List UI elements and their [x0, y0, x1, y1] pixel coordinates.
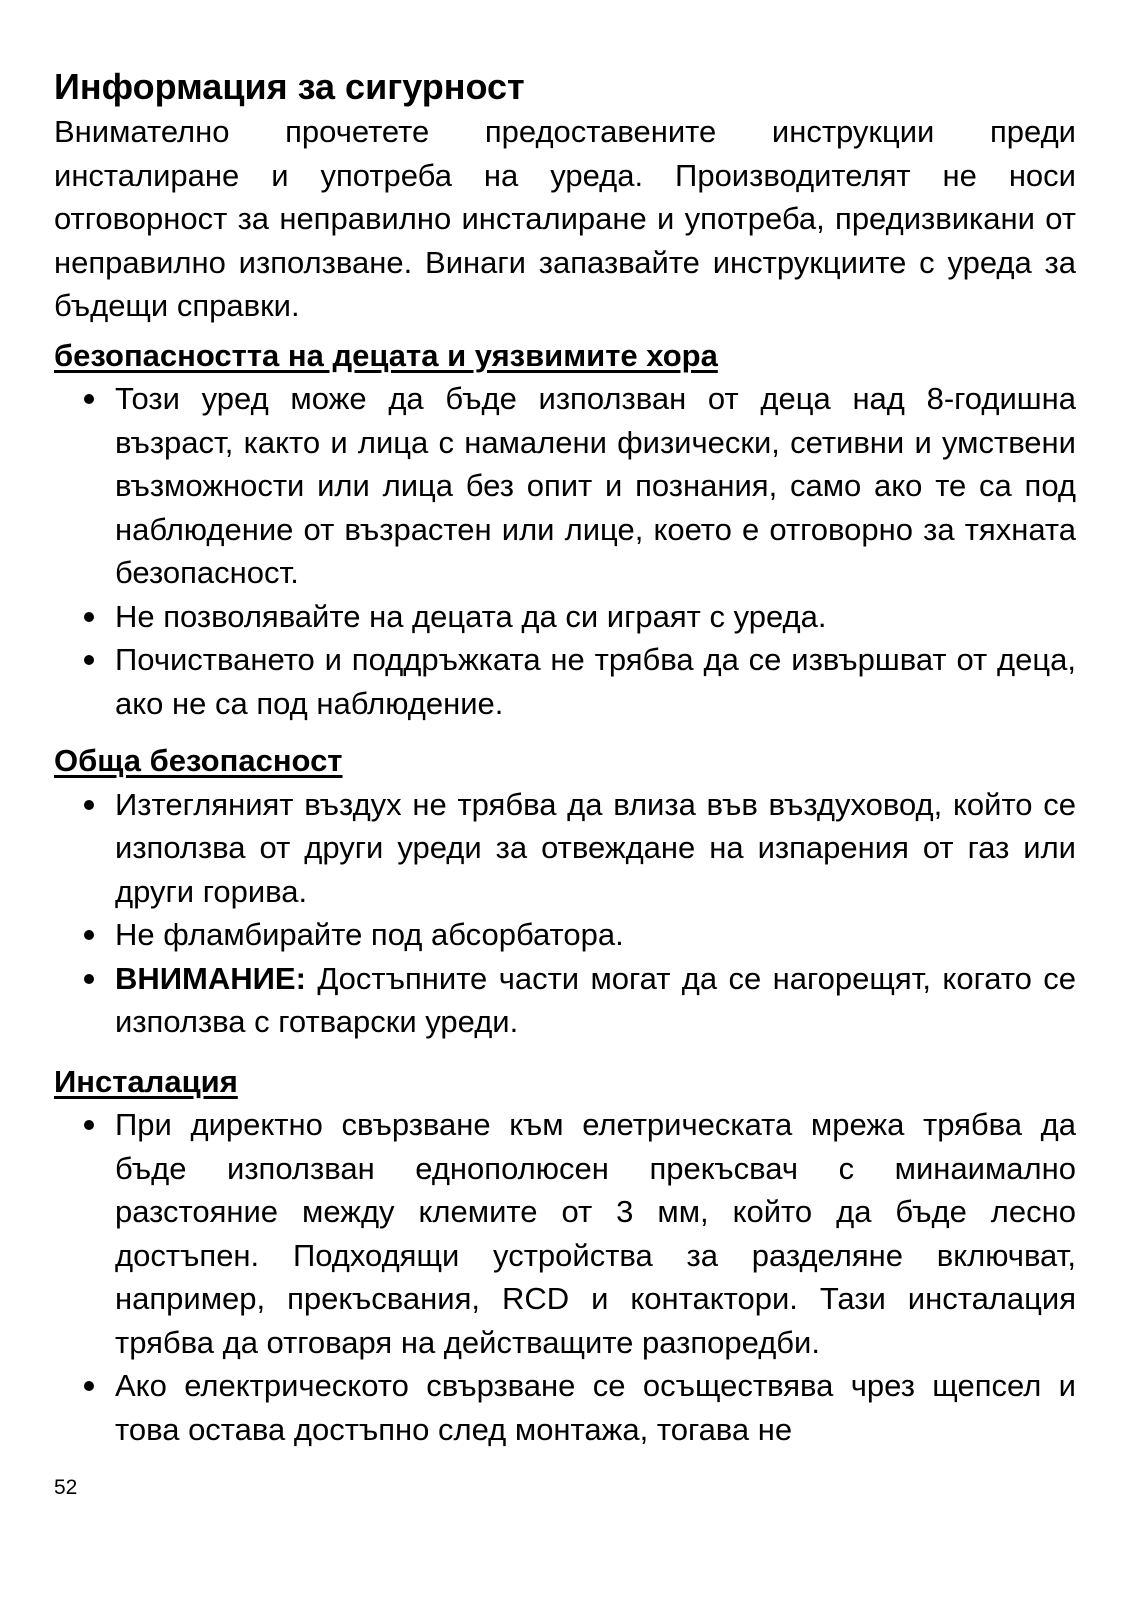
- section-heading-child-safety: безопасността на децата и уязвимите хора: [54, 337, 718, 373]
- bullet-icon: [84, 1120, 94, 1130]
- bullet-icon: [84, 974, 94, 984]
- bullet-icon: [84, 394, 94, 404]
- list-item-text: Ако електрическото свързване се осъществява чрез щепсел и това остава достъпно след монтажа, тогава не: [115, 1368, 1076, 1447]
- list-item: [54, 913, 1076, 957]
- document-page: [54, 66, 1076, 1451]
- list-item-text: Не фламбирайте под абсорбатора.: [115, 917, 624, 952]
- general-safety-list: [54, 783, 1076, 1044]
- section-heading-installation: Инсталация: [54, 1063, 238, 1099]
- list-item: [54, 638, 1076, 725]
- list-item: [54, 595, 1076, 639]
- bullet-icon: [84, 655, 94, 665]
- warning-text: Достъпните части могат да се нагорещят, когато се използва с готварски уреди.: [115, 960, 1076, 1039]
- page-number: 52: [54, 1476, 78, 1499]
- list-item: [54, 1364, 1076, 1451]
- page-title: Информация за сигурност: [54, 66, 525, 107]
- list-item-text: Не позволявайте на децата да си играят с уреда.: [115, 598, 827, 634]
- list-item: [54, 1103, 1076, 1364]
- bullet-icon: [84, 1381, 94, 1391]
- intro-paragraph: Внимателно прочетете предоставените инструкции преди инсталиране и употреба на уреда. Производителят не носи отговорност за неправилно инсталиране и употреба, предизвикани от неправилно използване. Винаги запазвайте инструкциите с уреда за бъдещи справки.: [54, 114, 1076, 323]
- list-item-text: Изтегляният въздух не трябва да влиза във въздуховод, който се използва от други уреди за отвеждане на изпарения от газ или други горива.: [115, 786, 1076, 909]
- list-item-text: При директно свързване към елетрическата мрежа трябва да бъде използван еднополюсен прекъсвач с минаимално разстояние между клемите от 3 мм, който да бъде лесно достъпен. Подходящи устройства за разделяне включват, например, прекъсвания, RCD и контактори. Тази инсталация трябва да отговаря на действащите разпоредби.: [115, 1107, 1076, 1360]
- list-item: [54, 783, 1076, 914]
- bullet-icon: [84, 800, 94, 810]
- warning-item: [54, 957, 1076, 1044]
- installation-list: [54, 1103, 1076, 1451]
- list-item: [54, 377, 1076, 595]
- section-heading-general-safety: Обща безопасност: [54, 743, 343, 778]
- child-safety-list: [54, 377, 1076, 725]
- bullet-icon: [84, 612, 94, 622]
- warning-label: ВНИМАНИЕ:: [115, 960, 306, 996]
- list-item-text: Почистването и поддръжката не трябва да се извършват от деца, ако не са под наблюдение.: [115, 642, 1076, 721]
- list-item-text: Този уред може да бъде използван от деца над 8-годишна възраст, както и лица с намалени физически, сетивни и умствени възможности или лица без опит и познания, само ако те са под наблюдение от възрастен или лице, което е отговорно за тяхната безопасност.: [115, 381, 1076, 590]
- bullet-icon: [84, 930, 94, 940]
